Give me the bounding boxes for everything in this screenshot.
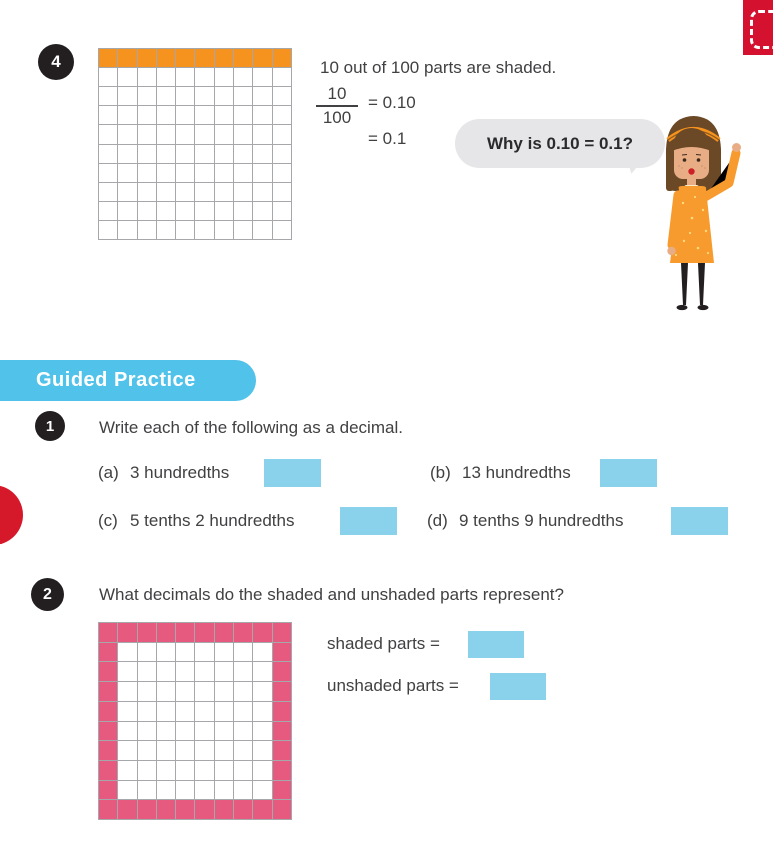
grid-cell (157, 87, 175, 105)
fraction (312, 84, 362, 128)
grid-cell (215, 221, 233, 239)
grid-cell (118, 125, 136, 143)
grid-cell (99, 183, 117, 201)
grid-cell (273, 125, 291, 143)
grid-cell-shaded (273, 682, 291, 701)
grid-cell-shaded (138, 49, 156, 67)
grid-cell (157, 106, 175, 124)
grid-cell (215, 68, 233, 86)
grid-cell (138, 722, 156, 741)
grid-cell (195, 761, 213, 780)
item-text: 9 tenths 9 hundredths (459, 511, 624, 530)
grid-cell (157, 202, 175, 220)
grid-cell-shaded (273, 722, 291, 741)
grid-cell (118, 202, 136, 220)
grid-cell (215, 106, 233, 124)
grid-cell (157, 702, 175, 721)
grid-cell (195, 682, 213, 701)
grid-cell (99, 68, 117, 86)
grid-cell (138, 682, 156, 701)
grid-cell (234, 643, 252, 662)
grid-cell (99, 106, 117, 124)
grid-cell (157, 761, 175, 780)
grid-cell (176, 164, 194, 182)
grid-cell-shaded (99, 662, 117, 681)
grid-cell-shaded (99, 722, 117, 741)
q1-item-d (427, 507, 728, 535)
grid-cell (157, 68, 175, 86)
grid-cell (138, 164, 156, 182)
grid-cell-shaded (273, 49, 291, 67)
question-1-number-badge: 1 (35, 411, 65, 441)
question-2-number-badge: 2 (31, 578, 64, 611)
grid-cell-shaded (157, 623, 175, 642)
grid-cell (253, 164, 271, 182)
q1-item-a (98, 459, 321, 487)
fraction-denominator: 100 (322, 108, 352, 127)
grid-cell (176, 125, 194, 143)
grid-cell (99, 125, 117, 143)
grid-cell (157, 164, 175, 182)
grid-cell (138, 781, 156, 800)
grid-cell (176, 662, 194, 681)
grid-cell (273, 106, 291, 124)
grid-cell-shaded (99, 781, 117, 800)
grid-cell (215, 164, 233, 182)
question-1-prompt: Write each of the following as a decimal. (99, 418, 403, 437)
grid-cell (157, 662, 175, 681)
item-text: 13 hundredths (462, 463, 571, 482)
grid-cell-shaded (99, 800, 117, 819)
speech-bubble-text: Why is 0.10 = 0.1? (487, 133, 633, 153)
grid-cell (157, 722, 175, 741)
grid-cell (99, 164, 117, 182)
grid-cell (138, 125, 156, 143)
grid-cell (234, 722, 252, 741)
grid-cell (176, 106, 194, 124)
grid-cell-shaded (253, 623, 271, 642)
grid-cell (176, 741, 194, 760)
grid-cell-shaded (195, 800, 213, 819)
grid-cell-shaded (273, 643, 291, 662)
grid-cell (215, 87, 233, 105)
grid-cell (195, 702, 213, 721)
grid-cell (138, 741, 156, 760)
grid-cell (195, 643, 213, 662)
grid-cell (234, 741, 252, 760)
grid-cell (253, 682, 271, 701)
hundred-grid-top-row-shaded (98, 48, 292, 240)
answer-box-c[interactable] (340, 507, 397, 535)
grid-cell (138, 761, 156, 780)
grid-cell (195, 722, 213, 741)
grid-cell-shaded (234, 800, 252, 819)
grid-cell (157, 145, 175, 163)
item-text: 3 hundredths (130, 463, 230, 482)
grid-cell (176, 682, 194, 701)
grid-cell (138, 145, 156, 163)
grid-cell (195, 662, 213, 681)
grid-cell-shaded (215, 800, 233, 819)
grid-cell (118, 221, 136, 239)
grid-cell (234, 164, 252, 182)
grid-cell (138, 221, 156, 239)
grid-cell (157, 781, 175, 800)
q2-shaded-answer-row (327, 630, 524, 658)
grid-cell-shaded (253, 49, 271, 67)
grid-cell (157, 125, 175, 143)
grid-cell (215, 643, 233, 662)
grid-cell (195, 202, 213, 220)
grid-cell (273, 164, 291, 182)
q1-item-b (430, 459, 657, 487)
grid-cell-shaded (273, 741, 291, 760)
grid-cell (273, 87, 291, 105)
grid-cell-shaded (176, 49, 194, 67)
grid-cell-shaded (234, 623, 252, 642)
grid-cell (253, 761, 271, 780)
grid-cell (234, 662, 252, 681)
grid-cell-shaded (138, 800, 156, 819)
page-edge-red-dot (0, 485, 23, 545)
grid-cell-shaded (273, 662, 291, 681)
grid-cell (118, 741, 136, 760)
grid-cell-shaded (273, 781, 291, 800)
grid-cell (253, 702, 271, 721)
grid-cell (253, 643, 271, 662)
grid-cell (253, 741, 271, 760)
answer-box-unshaded[interactable] (490, 673, 546, 700)
grid-cell-shaded (138, 623, 156, 642)
answer-box-a[interactable] (264, 459, 321, 487)
grid-cell (195, 87, 213, 105)
guided-practice-banner: Guided Practice (0, 360, 256, 401)
grid-cell-shaded (99, 741, 117, 760)
grid-cell (234, 106, 252, 124)
grid-cell (234, 202, 252, 220)
grid-cell (176, 643, 194, 662)
answer-label: unshaded parts = (327, 676, 459, 695)
grid-cell (215, 761, 233, 780)
grid-cell (273, 68, 291, 86)
grid-cell (215, 145, 233, 163)
grid-cell (138, 662, 156, 681)
grid-cell-shaded (99, 761, 117, 780)
grid-cell (118, 722, 136, 741)
grid-cell-shaded (273, 702, 291, 721)
grid-cell (118, 183, 136, 201)
item-label: (d) (427, 511, 448, 530)
item-label: (b) (430, 463, 451, 482)
grid-cell (253, 221, 271, 239)
grid-cell (157, 682, 175, 701)
grid-cell (118, 761, 136, 780)
dashed-rectangle-icon (750, 10, 773, 49)
item-label: (c) (98, 511, 118, 530)
grid-cell (176, 145, 194, 163)
grid-cell (273, 145, 291, 163)
grid-cell (118, 68, 136, 86)
q2-unshaded-answer-row (327, 672, 546, 700)
grid-cell (176, 87, 194, 105)
grid-cell (138, 68, 156, 86)
equation-line-2: = 0.1 (368, 129, 407, 148)
grid-cell-shaded (118, 800, 136, 819)
grid-cell-shaded (215, 623, 233, 642)
grid-cell (273, 183, 291, 201)
grid-cell-shaded (195, 623, 213, 642)
grid-cell (118, 87, 136, 105)
grid-cell-shaded (176, 800, 194, 819)
grid-cell (253, 722, 271, 741)
grid-cell (138, 87, 156, 105)
grid-cell (215, 662, 233, 681)
grid-cell (118, 682, 136, 701)
grid-cell (234, 781, 252, 800)
answer-box-d[interactable] (671, 507, 728, 535)
grid-cell-shaded (99, 702, 117, 721)
grid-cell-shaded (99, 49, 117, 67)
grid-cell-shaded (234, 49, 252, 67)
grid-cell (195, 781, 213, 800)
grid-cell (176, 68, 194, 86)
grid-cell-shaded (118, 49, 136, 67)
grid-cell-shaded (157, 49, 175, 67)
grid-cell (138, 202, 156, 220)
grid-cell (195, 183, 213, 201)
q1-item-c (98, 507, 397, 535)
fraction-numerator: 10 (327, 84, 347, 103)
grid-cell (253, 125, 271, 143)
grid-cell (234, 761, 252, 780)
grid-cell (253, 145, 271, 163)
grid-cell-shaded (273, 800, 291, 819)
grid-cell (118, 702, 136, 721)
grid-cell (234, 183, 252, 201)
grid-cell (99, 145, 117, 163)
grid-cell-shaded (157, 800, 175, 819)
grid-cell (234, 702, 252, 721)
grid-cell (195, 221, 213, 239)
grid-cell (157, 643, 175, 662)
grid-cell (253, 68, 271, 86)
cutout-corner-icon (743, 0, 773, 55)
grid-cell (118, 145, 136, 163)
grid-cell (195, 164, 213, 182)
item-label: (a) (98, 463, 119, 482)
grid-cell-shaded (176, 623, 194, 642)
grid-cell-shaded (253, 800, 271, 819)
grid-cell (99, 202, 117, 220)
grid-cell (176, 702, 194, 721)
grid-cell (138, 643, 156, 662)
answer-box-shaded[interactable] (468, 631, 524, 658)
equation-line-1: = 0.10 (368, 93, 416, 112)
answer-label: shaded parts = (327, 634, 440, 653)
grid-cell (99, 221, 117, 239)
grid-cell-shaded (215, 49, 233, 67)
answer-box-b[interactable] (600, 459, 657, 487)
grid-cell (176, 722, 194, 741)
grid-cell-shaded (195, 49, 213, 67)
grid-cell (234, 145, 252, 163)
grid-cell (138, 106, 156, 124)
grid-cell (215, 741, 233, 760)
grid-cell (253, 781, 271, 800)
grid-cell-shaded (273, 623, 291, 642)
item-text: 5 tenths 2 hundredths (130, 511, 295, 530)
question-4-number-badge: 4 (38, 44, 74, 80)
grid-cell (215, 702, 233, 721)
grid-cell (253, 183, 271, 201)
grid-cell (234, 221, 252, 239)
grid-cell-shaded (118, 623, 136, 642)
question-2-prompt: What decimals do the shaded and unshaded parts represent? (99, 585, 564, 604)
hundred-grid-border-shaded (98, 622, 292, 820)
grid-cell (118, 781, 136, 800)
grid-cell (176, 183, 194, 201)
grid-cell (195, 125, 213, 143)
grid-cell-shaded (99, 623, 117, 642)
grid-cell (215, 722, 233, 741)
grid-cell (176, 221, 194, 239)
grid-cell (253, 87, 271, 105)
grid-cell (215, 682, 233, 701)
fraction-bar (316, 105, 358, 107)
grid-cell-shaded (273, 761, 291, 780)
grid-cell (234, 68, 252, 86)
grid-cell (215, 183, 233, 201)
grid-cell (138, 702, 156, 721)
grid-cell-shaded (99, 682, 117, 701)
grid-cell (253, 106, 271, 124)
grid-cell (157, 741, 175, 760)
grid-cell (273, 221, 291, 239)
grid-cell (253, 202, 271, 220)
grid-cell (118, 662, 136, 681)
grid-cell (215, 125, 233, 143)
grid-cell-shaded (99, 643, 117, 662)
student-character-illustration (648, 113, 773, 313)
grid-cell (176, 202, 194, 220)
grid-cell (253, 662, 271, 681)
grid-cell (234, 682, 252, 701)
grid-cell (118, 106, 136, 124)
grid-cell (118, 164, 136, 182)
grid-cell (157, 183, 175, 201)
grid-cell (195, 145, 213, 163)
grid-cell (195, 106, 213, 124)
grid-cell (99, 87, 117, 105)
grid-cell (195, 68, 213, 86)
grid-cell (215, 781, 233, 800)
grid-cell (234, 125, 252, 143)
grid-cell (138, 183, 156, 201)
grid-cell (195, 741, 213, 760)
speech-bubble (455, 119, 665, 168)
grid-cell (215, 202, 233, 220)
grid-cell (157, 221, 175, 239)
grid-cell (273, 202, 291, 220)
grid-cell (176, 781, 194, 800)
grid-cell (176, 761, 194, 780)
grid-cell (118, 643, 136, 662)
q4-statement-text: 10 out of 100 parts are shaded. (320, 58, 557, 77)
grid-cell (234, 87, 252, 105)
